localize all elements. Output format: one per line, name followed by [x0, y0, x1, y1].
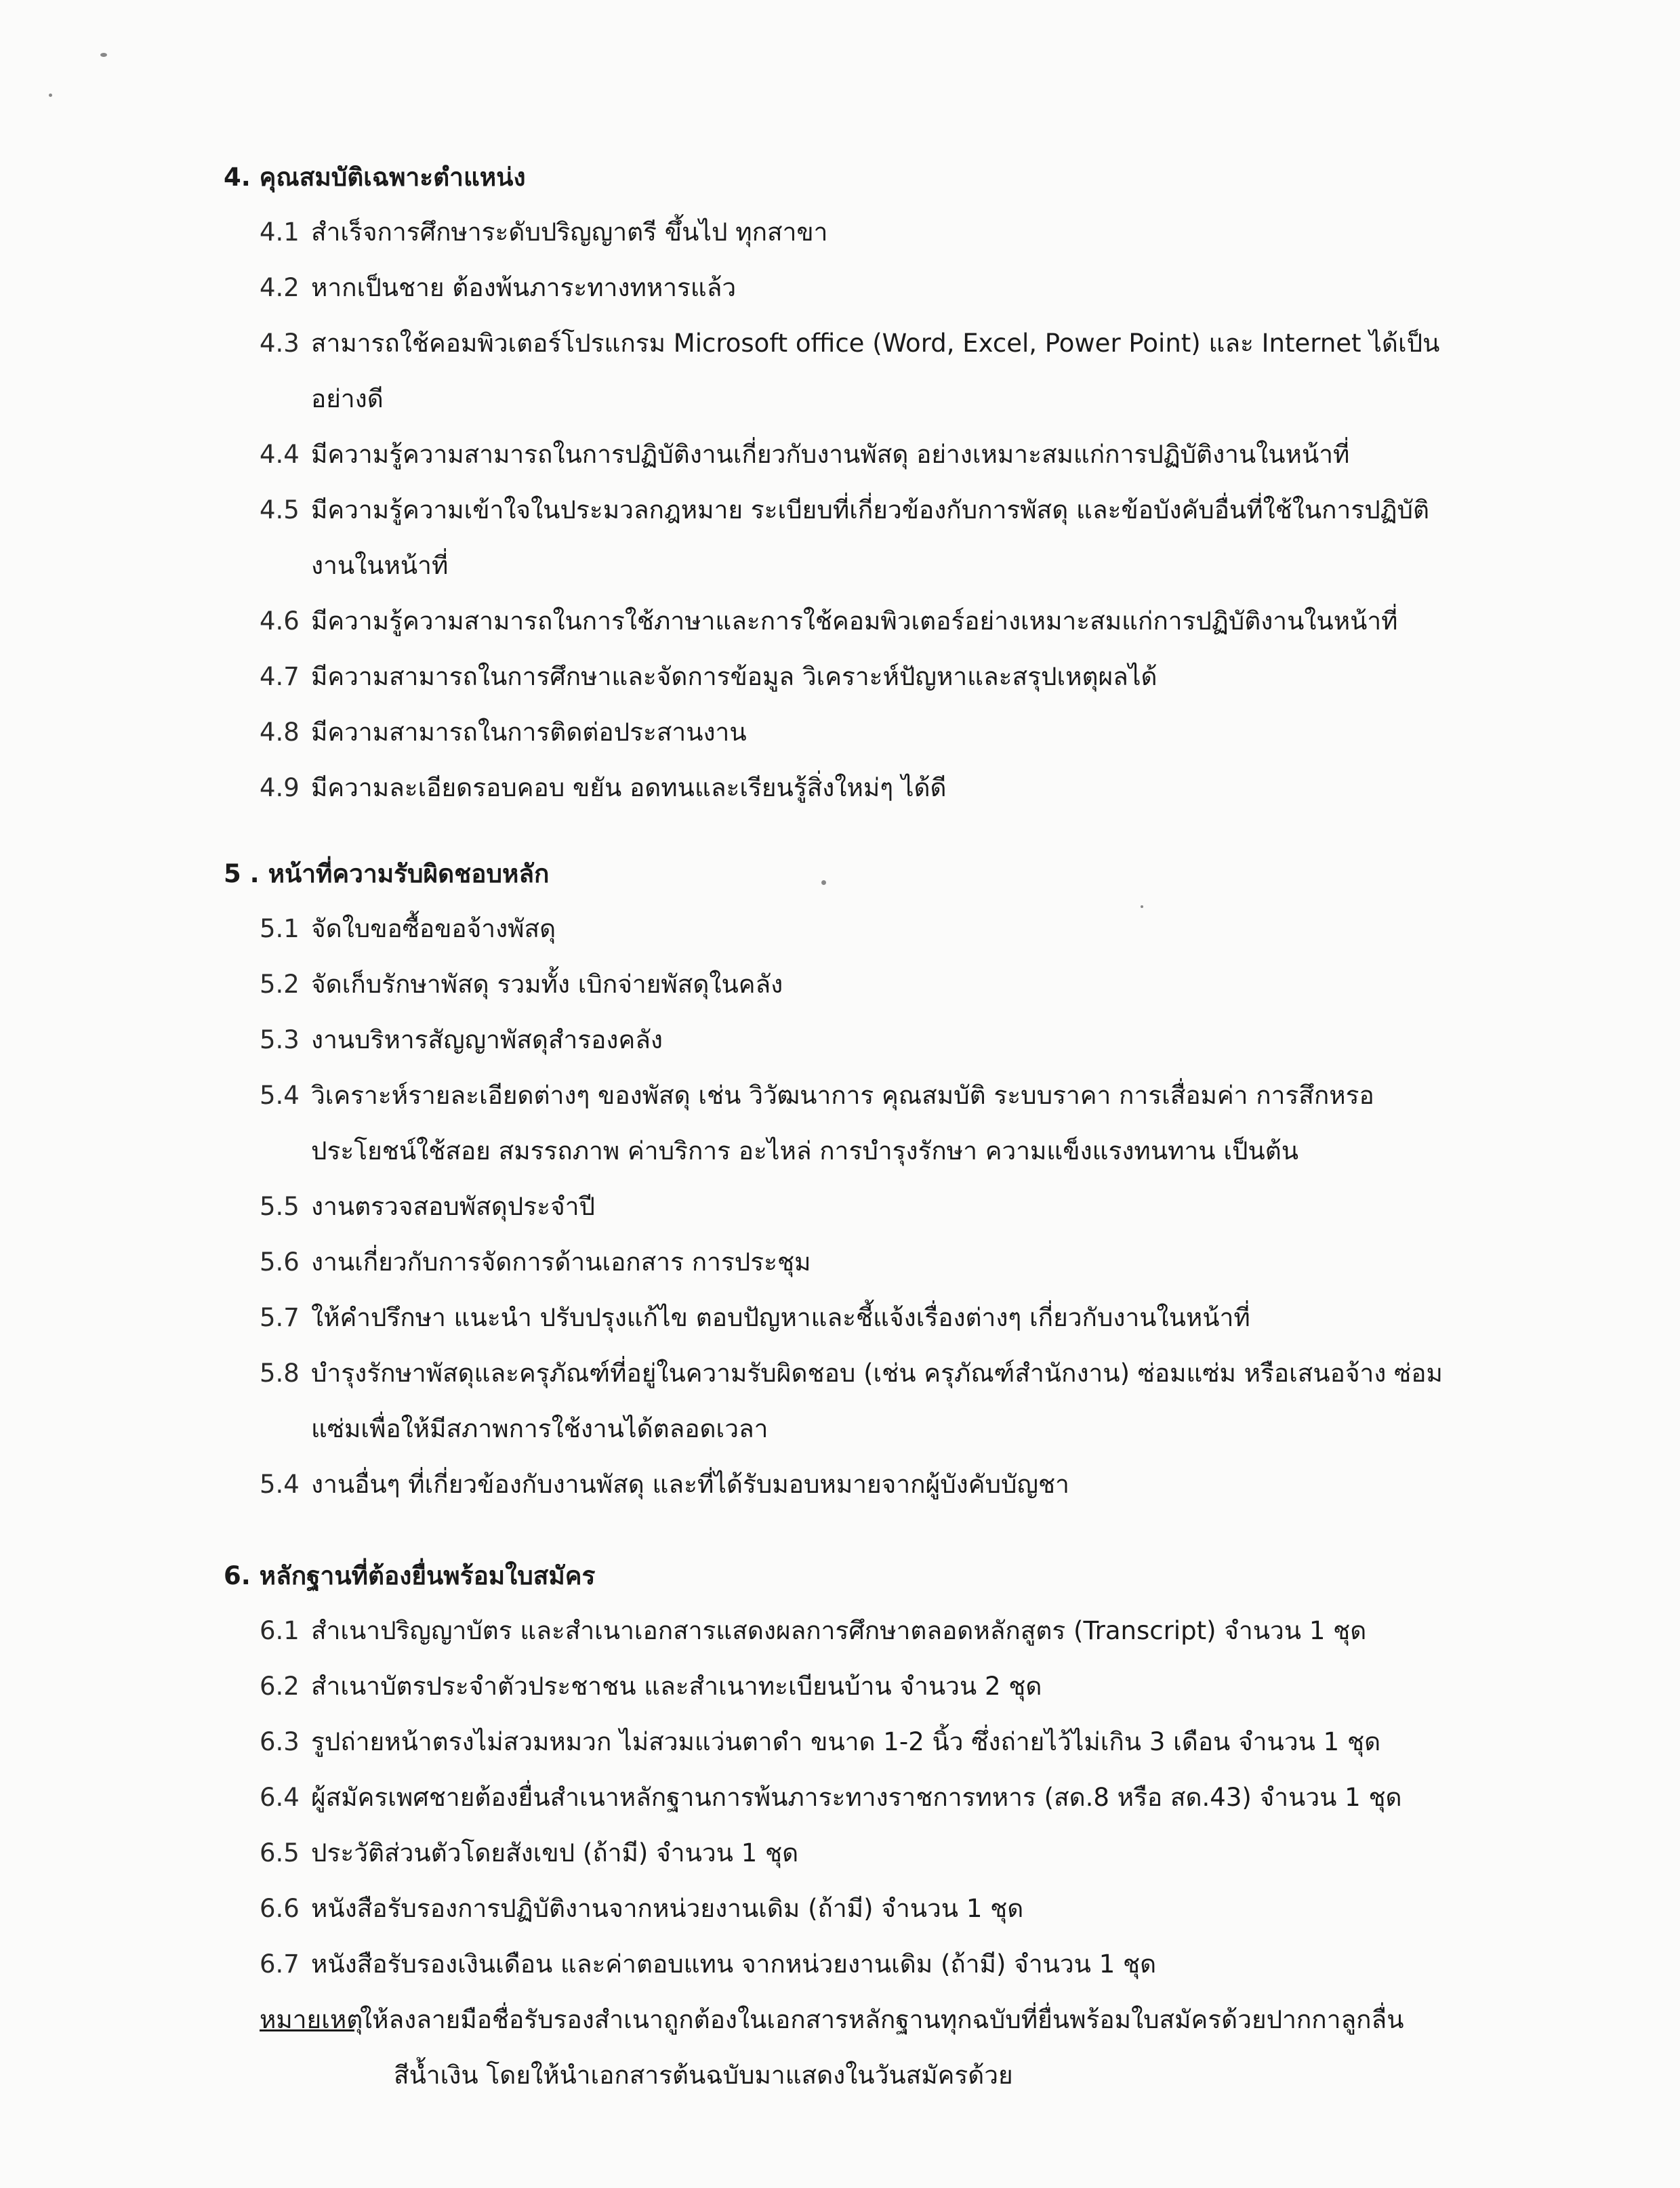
item-text: หนังสือรับรองเงินเดือน และค่าตอบแทน จากหน่วยงานเดิม (ถ้ามี) จำนวน 1 ชุด [311, 1949, 1157, 1979]
item-text: มีความละเอียดรอบคอบ ขยัน อดทนและเรียนรู้สิ่งใหม่ๆ ได้ดี [311, 773, 947, 802]
item-number: 4.7 [260, 662, 300, 691]
list-item [260, 1235, 1452, 1290]
item-number: 4.6 [260, 606, 300, 636]
list-item [260, 1825, 1452, 1881]
item-number: 6.2 [260, 1672, 300, 1701]
item-number: 5.4 [260, 1081, 300, 1110]
item-text: งานตรวจสอบพัสดุประจำปี [311, 1192, 595, 1221]
item-number: 5.4 [260, 1470, 300, 1499]
item-text: จัดใบขอซื้อขอจ้างพัสดุ [311, 914, 556, 943]
item-text: หนังสือรับรองการปฏิบัติงานจากหน่วยงานเดิม (ถ้ามี) จำนวน 1 ชุด [311, 1894, 1024, 1923]
list-item [260, 594, 1452, 649]
item-text: สำเร็จการศึกษาระดับปริญญาตรี ขึ้นไป ทุกสาขา [311, 218, 828, 247]
list-item [260, 1770, 1452, 1825]
scan-speck [821, 880, 826, 885]
item-number: 5.3 [260, 1025, 300, 1054]
item-number: 6.7 [260, 1949, 300, 1979]
list-item [260, 1937, 1452, 1992]
item-text: วิเคราะห์รายละเอียดต่างๆ ของพัสดุ เช่น วิวัฒนาการ คุณสมบัติ ระบบราคา การเสื่อมค่า การสึกหรอ ประโยชน์ใช้สอย สมรรถภาพ ค่าบริการ อะไหล่ การบำรุงรักษา ความแข็งแรงทนทาน เป็นต้น [311, 1081, 1374, 1165]
list-item [260, 427, 1452, 482]
item-number: 4.3 [260, 329, 300, 358]
item-number: 4.1 [260, 218, 300, 247]
section-5-title: 5 . หน้าที่ความรับผิดชอบหลัก [224, 859, 550, 888]
item-text: มีความรู้ความเข้าใจในประมวลกฎหมาย ระเบียบที่เกี่ยวข้องกับการพัสดุ และข้อบังคับอื่นที่ใช้ในการปฏิบัติงานในหน้าที่ [311, 495, 1430, 580]
list-item [260, 1714, 1452, 1770]
item-text: จัดเก็บรักษาพัสดุ รวมทั้ง เบิกจ่ายพัสดุในคลัง [311, 970, 783, 999]
item-number: 5.8 [260, 1359, 300, 1388]
remark-text-line2: สีน้ำเงิน โดยให้นำเอกสารต้นฉบับมาแสดงในวันสมัครด้วย [394, 2061, 1013, 2090]
item-number: 6.5 [260, 1838, 300, 1867]
item-text: ให้คำปรึกษา แนะนำ ปรับปรุงแก้ไข ตอบปัญหาและชี้แจ้งเรื่องต่างๆ เกี่ยวกับงานในหน้าที่ [311, 1303, 1250, 1332]
item-number: 4.5 [260, 495, 300, 524]
list-item [260, 705, 1452, 760]
section-6-title: 6. หลักฐานที่ต้องยื่นพร้อมใบสมัคร [224, 1561, 596, 1590]
list-item [260, 1603, 1452, 1659]
item-text: มีความสามารถในการติดต่อประสานงาน [311, 718, 747, 747]
item-text: ผู้สมัครเพศชายต้องยื่นสำเนาหลักฐานการพ้นภาระทางราชการทหาร (สด.8 หรือ สด.43) จำนวน 1 ชุด [311, 1783, 1402, 1812]
item-text: รูปถ่ายหน้าตรงไม่สวมหมวก ไม่สวมแว่นตาดำ ขนาด 1-2 นิ้ว ซึ่งถ่ายไว้ไม่เกิน 3 เดือน จำนวน 1 ชุด [311, 1727, 1381, 1756]
item-text: มีความรู้ความสามารถในการใช้ภาษาและการใช้คอมพิวเตอร์อย่างเหมาะสมแก่การปฏิบัติงานในหน้าที่ [311, 606, 1398, 636]
item-text: สามารถใช้คอมพิวเตอร์โปรแกรม Microsoft office (Word, Excel, Power Point) และ Internet ได้เป็นอย่างดี [311, 329, 1440, 413]
item-number: 5.2 [260, 970, 300, 999]
list-item [260, 649, 1452, 705]
item-text: หากเป็นชาย ต้องพ้นภาระทางทหารแล้ว [311, 273, 737, 302]
item-text: งานอื่นๆ ที่เกี่ยวข้องกับงานพัสดุ และที่ได้รับมอบหมายจากผู้บังคับบัญชา [311, 1470, 1069, 1499]
list-item [260, 205, 1452, 260]
list-item [260, 957, 1452, 1012]
list-item [260, 1012, 1452, 1068]
item-text: สำเนาปริญญาบัตร และสำเนาเอกสารแสดงผลการศึกษาตลอดหลักสูตร (Transcript) จำนวน 1 ชุด [311, 1616, 1367, 1645]
remark-text-line1: ให้ลงลายมือชื่อรับรองสำเนาถูกต้องในเอกสารหลักฐานทุกฉบับที่ยื่นพร้อมใบสมัครด้วยปากกาลูกลื่น [360, 2005, 1404, 2034]
item-number: 4.4 [260, 440, 300, 469]
item-number: 6.6 [260, 1894, 300, 1923]
item-text: งานบริหารสัญญาพัสดุสำรองคลัง [311, 1025, 663, 1054]
item-number: 5.5 [260, 1192, 300, 1221]
section-4-title: 4. คุณสมบัติเฉพาะตำแหน่ง [224, 163, 526, 192]
list-item [260, 1659, 1452, 1714]
list-item [260, 901, 1452, 957]
list-item [260, 1457, 1452, 1512]
list-item [260, 1179, 1452, 1235]
remark-label: หมายเหตุ [260, 2005, 363, 2034]
list-item [260, 482, 1452, 594]
list-item [260, 1068, 1452, 1179]
item-number: 4.9 [260, 773, 300, 802]
item-number: 5.1 [260, 914, 300, 943]
item-text: มีความรู้ความสามารถในการปฏิบัติงานเกี่ยวกับงานพัสดุ อย่างเหมาะสมแก่การปฏิบัติงานในหน้าที่ [311, 440, 1350, 469]
remark [260, 1992, 1473, 2103]
item-number: 4.2 [260, 273, 300, 302]
list-item [260, 316, 1452, 427]
item-text: สำเนาบัตรประจำตัวประชาชน และสำเนาทะเบียนบ้าน จำนวน 2 ชุด [311, 1672, 1042, 1701]
item-number: 6.4 [260, 1783, 300, 1812]
item-text: บำรุงรักษาพัสดุและครุภัณฑ์ที่อยู่ในความรับผิดชอบ (เช่น ครุภัณฑ์สำนักงาน) ซ่อมแซ่ม หรือเสนอจ้าง ซ่อมแซ่มเพื่อให้มีสภาพการใช้งานได้ตลอดเวลา [311, 1359, 1443, 1443]
item-text: มีความสามารถในการศึกษาและจัดการข้อมูล วิเคราะห์ปัญหาและสรุปเหตุผลได้ [311, 662, 1157, 691]
list-item [260, 760, 1452, 816]
item-number: 6.3 [260, 1727, 300, 1756]
list-item [260, 1290, 1452, 1346]
scan-speck [49, 94, 52, 97]
list-item [260, 1346, 1452, 1457]
list-item [260, 260, 1452, 316]
item-number: 5.6 [260, 1247, 300, 1277]
item-number: 4.8 [260, 718, 300, 747]
item-number: 6.1 [260, 1616, 300, 1645]
item-text: ประวัติส่วนตัวโดยสังเขป (ถ้ามี) จำนวน 1 ชุด [311, 1838, 799, 1867]
item-number: 5.7 [260, 1303, 300, 1332]
list-item [260, 1881, 1452, 1937]
item-text: งานเกี่ยวกับการจัดการด้านเอกสาร การประชุม [311, 1247, 811, 1277]
scan-speck [100, 53, 107, 57]
